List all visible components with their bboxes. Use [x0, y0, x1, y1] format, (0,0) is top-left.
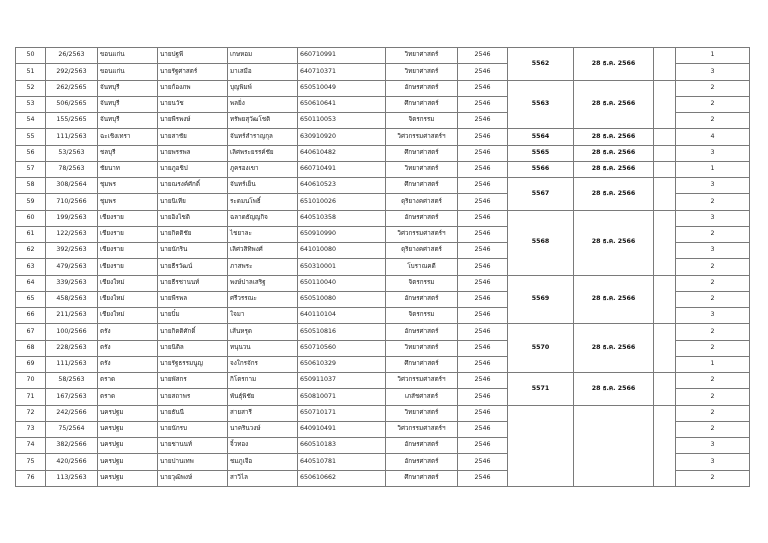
faculty-cell: อักษรศาสตร์	[386, 438, 458, 454]
birth-year-cell: 2546	[458, 210, 508, 226]
faculty-cell: ดุริยางคศาสตร์	[386, 243, 458, 259]
document-number-cell: 292/2563	[46, 64, 98, 80]
faculty-cell: วิศวกรรมศาสตร์ฯ	[386, 129, 458, 145]
document-number-cell: 710/2566	[46, 194, 98, 210]
certificate-number-cell: 5564	[508, 129, 574, 145]
last-name-cell: เลิศพระยรรค์ชัย	[228, 145, 298, 161]
blank-cell	[654, 80, 676, 129]
document-number-cell: 199/2563	[46, 210, 98, 226]
student-id-cell: 650911037	[298, 373, 386, 389]
first-name-cell: นายนวัช	[158, 96, 228, 112]
document-number-cell: 26/2563	[46, 48, 98, 64]
first-name-cell: นายวุฒิพงษ์	[158, 470, 228, 487]
first-name-cell: นายรัฐศาสตร์	[158, 64, 228, 80]
province-cell: ขอนแก่น	[98, 64, 158, 80]
faculty-cell: จิตรกรรม	[386, 113, 458, 129]
certificate-number-cell: 5562	[508, 48, 574, 81]
document-number-cell: 100/2566	[46, 324, 98, 340]
issue-date-cell: 28 ธ.ค. 2566	[574, 145, 654, 161]
row-number-cell: 54	[16, 113, 46, 129]
faculty-cell: วิทยาศาสตร์	[386, 405, 458, 421]
count-cell: 3	[676, 308, 750, 324]
count-cell: 2	[676, 421, 750, 437]
student-id-cell: 650510080	[298, 291, 386, 307]
faculty-cell: อักษรศาสตร์	[386, 454, 458, 470]
last-name-cell: ทนุนวน	[228, 340, 298, 356]
count-cell: 3	[676, 210, 750, 226]
province-cell: ขอนแก่น	[98, 48, 158, 64]
province-cell: นครปฐม	[98, 438, 158, 454]
first-name-cell: นายนิติล	[158, 340, 228, 356]
faculty-cell: วิทยาศาสตร์	[386, 161, 458, 177]
row-number-cell: 55	[16, 129, 46, 145]
last-name-cell: ศรีวรรณะ	[228, 291, 298, 307]
birth-year-cell: 2546	[458, 470, 508, 487]
certificate-number-cell: 5567	[508, 178, 574, 211]
issue-date-cell: 28 ธ.ค. 2566	[574, 161, 654, 177]
first-name-cell: นายชานนท์	[158, 438, 228, 454]
province-cell: จันทบุรี	[98, 96, 158, 112]
document-number-cell: 479/2563	[46, 259, 98, 275]
row-number-cell: 53	[16, 96, 46, 112]
first-name-cell: นายนักรบ	[158, 421, 228, 437]
table-row	[16, 161, 750, 177]
birth-year-cell: 2546	[458, 129, 508, 145]
last-name-cell: นาครินวงษ์	[228, 421, 298, 437]
birth-year-cell: 2546	[458, 308, 508, 324]
faculty-cell: ศึกษาศาสตร์	[386, 178, 458, 194]
student-id-cell: 630910920	[298, 129, 386, 145]
blank-cell	[654, 324, 676, 373]
province-cell: เชียงใหม่	[98, 291, 158, 307]
row-number-cell: 67	[16, 324, 46, 340]
province-cell: เชียงใหม่	[98, 275, 158, 291]
count-cell: 2	[676, 113, 750, 129]
row-number-cell: 63	[16, 259, 46, 275]
birth-year-cell: 2546	[458, 243, 508, 259]
certificate-number-cell: 5566	[508, 161, 574, 177]
row-number-cell: 62	[16, 243, 46, 259]
birth-year-cell: 2546	[458, 454, 508, 470]
first-name-cell: นายธีรชานนท์	[158, 275, 228, 291]
faculty-cell: วิศวกรรมศาสตร์ฯ	[386, 226, 458, 242]
first-name-cell: นายบิ๋ม	[158, 308, 228, 324]
count-cell: 2	[676, 275, 750, 291]
last-name-cell: ฉลาดธัญญกิจ	[228, 210, 298, 226]
student-id-cell: 640710371	[298, 64, 386, 80]
last-name-cell: จันทร์เย็น	[228, 178, 298, 194]
count-cell: 3	[676, 64, 750, 80]
last-name-cell: จิ้วทอง	[228, 438, 298, 454]
student-id-cell: 650110040	[298, 275, 386, 291]
document-number-cell: 211/2563	[46, 308, 98, 324]
row-number-cell: 72	[16, 405, 46, 421]
document-sheet	[15, 47, 749, 487]
last-name-cell: ภาสพระ	[228, 259, 298, 275]
count-cell: 1	[676, 48, 750, 64]
province-cell: ตรัง	[98, 340, 158, 356]
faculty-cell: โบราณคดี	[386, 259, 458, 275]
document-number-cell: 111/2563	[46, 356, 98, 372]
row-number-cell: 57	[16, 161, 46, 177]
table-row	[16, 48, 750, 64]
province-cell: ฉะเชิงเทรา	[98, 129, 158, 145]
table-row	[16, 145, 750, 161]
last-name-cell: กิโตรกาม	[228, 373, 298, 389]
document-number-cell: 228/2563	[46, 340, 98, 356]
count-cell: 2	[676, 291, 750, 307]
table-row	[16, 210, 750, 226]
student-id-cell: 650510816	[298, 324, 386, 340]
student-id-cell: 660710991	[298, 48, 386, 64]
faculty-cell: วิทยาศาสตร์	[386, 340, 458, 356]
certificate-number-cell: 5568	[508, 210, 574, 275]
province-cell: ตรัง	[98, 356, 158, 372]
document-number-cell: 242/2566	[46, 405, 98, 421]
row-number-cell: 56	[16, 145, 46, 161]
birth-year-cell: 2546	[458, 438, 508, 454]
blank-cell	[654, 373, 676, 406]
student-id-cell: 640510358	[298, 210, 386, 226]
birth-year-cell: 2546	[458, 194, 508, 210]
row-number-cell: 73	[16, 421, 46, 437]
document-number-cell: 58/2563	[46, 373, 98, 389]
document-number-cell: 506/2565	[46, 96, 98, 112]
table-row	[16, 275, 750, 291]
count-cell: 3	[676, 243, 750, 259]
table-row	[16, 178, 750, 194]
count-cell: 2	[676, 389, 750, 405]
faculty-cell: ศึกษาศาสตร์	[386, 356, 458, 372]
table-row	[16, 80, 750, 96]
count-cell: 3	[676, 178, 750, 194]
row-number-cell: 76	[16, 470, 46, 487]
last-name-cell: สายสารี	[228, 405, 298, 421]
count-cell: 2	[676, 96, 750, 112]
birth-year-cell: 2546	[458, 356, 508, 372]
first-name-cell: นายนิเทีย	[158, 194, 228, 210]
row-number-cell: 61	[16, 226, 46, 242]
row-number-cell: 66	[16, 308, 46, 324]
faculty-cell: วิศวกรรมศาสตร์ฯ	[386, 373, 458, 389]
count-cell: 2	[676, 194, 750, 210]
province-cell: ตรัง	[98, 324, 158, 340]
row-number-cell: 50	[16, 48, 46, 64]
province-cell: จันทบุรี	[98, 113, 158, 129]
first-name-cell: นายกิตติชัย	[158, 226, 228, 242]
province-cell: นครปฐม	[98, 454, 158, 470]
faculty-cell: เภสัชศาสตร์	[386, 389, 458, 405]
first-name-cell: นายสถาพร	[158, 389, 228, 405]
birth-year-cell: 2546	[458, 161, 508, 177]
province-cell: ชุมพร	[98, 194, 158, 210]
birth-year-cell: 2546	[458, 405, 508, 421]
document-number-cell: 122/2563	[46, 226, 98, 242]
first-name-cell: นายนักริน	[158, 243, 228, 259]
student-id-cell: 650510049	[298, 80, 386, 96]
birth-year-cell: 2546	[458, 96, 508, 112]
student-id-cell: 650810071	[298, 389, 386, 405]
issue-date-cell: 28 ธ.ค. 2566	[574, 324, 654, 373]
document-number-cell: 339/2563	[46, 275, 98, 291]
document-number-cell: 155/2565	[46, 113, 98, 129]
first-name-cell: นายก้องภพ	[158, 80, 228, 96]
student-id-cell: 641010080	[298, 243, 386, 259]
last-name-cell: เกษหอม	[228, 48, 298, 64]
first-name-cell: นายณรงค์ศักดิ์	[158, 178, 228, 194]
last-name-cell: ชมภูเจือ	[228, 454, 298, 470]
birth-year-cell: 2546	[458, 259, 508, 275]
last-name-cell: พลยิ่ง	[228, 96, 298, 112]
student-id-cell: 651010026	[298, 194, 386, 210]
row-number-cell: 71	[16, 389, 46, 405]
student-id-cell: 650710560	[298, 340, 386, 356]
student-id-cell: 650710171	[298, 405, 386, 421]
first-name-cell: นายปานเทพ	[158, 454, 228, 470]
blank-cell	[654, 145, 676, 161]
document-number-cell: 111/2563	[46, 129, 98, 145]
issue-date-cell: 28 ธ.ค. 2566	[574, 48, 654, 81]
blank-cell	[654, 178, 676, 211]
blank-cell	[654, 48, 676, 81]
row-number-cell: 59	[16, 194, 46, 210]
province-cell: เชียงราย	[98, 210, 158, 226]
document-number-cell: 75/2564	[46, 421, 98, 437]
faculty-cell: ศึกษาศาสตร์	[386, 96, 458, 112]
count-cell: 1	[676, 356, 750, 372]
certificate-number-cell: 5569	[508, 275, 574, 324]
issue-date-cell: 28 ธ.ค. 2566	[574, 210, 654, 275]
birth-year-cell: 2546	[458, 421, 508, 437]
birth-year-cell: 2546	[458, 64, 508, 80]
birth-year-cell: 2546	[458, 340, 508, 356]
first-name-cell: นายพีรพล	[158, 291, 228, 307]
document-number-cell: 78/2563	[46, 161, 98, 177]
document-number-cell: 458/2563	[46, 291, 98, 307]
row-number-cell: 74	[16, 438, 46, 454]
row-number-cell: 52	[16, 80, 46, 96]
certificate-number-cell: 5571	[508, 373, 574, 406]
province-cell: ชัยนาท	[98, 161, 158, 177]
document-number-cell: 392/2563	[46, 243, 98, 259]
birth-year-cell: 2546	[458, 291, 508, 307]
last-name-cell: ระดมนโพธิ์	[228, 194, 298, 210]
birth-year-cell: 2546	[458, 145, 508, 161]
last-name-cell: พันธุ์พิชัย	[228, 389, 298, 405]
faculty-cell: จิตรกรรม	[386, 308, 458, 324]
faculty-cell: อักษรศาสตร์	[386, 291, 458, 307]
issue-date-cell: 28 ธ.ค. 2566	[574, 178, 654, 211]
first-name-cell: นายรัฐธรรมนูญ	[158, 356, 228, 372]
last-name-cell: เลิศวสิทิพงศ์	[228, 243, 298, 259]
birth-year-cell: 2546	[458, 389, 508, 405]
last-name-cell: สาวิไล	[228, 470, 298, 487]
last-name-cell: พงษ์ปาลเสริฐ	[228, 275, 298, 291]
first-name-cell: นายพัสกร	[158, 373, 228, 389]
province-cell: ตราด	[98, 373, 158, 389]
first-name-cell: นายธีรวัฒน์	[158, 259, 228, 275]
count-cell: 2	[676, 405, 750, 421]
row-number-cell: 51	[16, 64, 46, 80]
faculty-cell: ดุริยางคศาสตร์	[386, 194, 458, 210]
first-name-cell: นายภูอชิป	[158, 161, 228, 177]
faculty-cell: ศึกษาศาสตร์	[386, 470, 458, 487]
issue-date-cell: 28 ธ.ค. 2566	[574, 80, 654, 129]
first-name-cell: นายปฐพี	[158, 48, 228, 64]
first-name-cell: นายธันนี	[158, 405, 228, 421]
row-number-cell: 75	[16, 454, 46, 470]
document-number-cell: 113/2563	[46, 470, 98, 487]
last-name-cell: ทรัพยสุวัฒโชติ	[228, 113, 298, 129]
province-cell: เชียงราย	[98, 226, 158, 242]
certificate-number-cell: 5570	[508, 324, 574, 373]
student-id-cell: 650910990	[298, 226, 386, 242]
faculty-cell: อักษรศาสตร์	[386, 210, 458, 226]
count-cell: 3	[676, 145, 750, 161]
birth-year-cell: 2546	[458, 48, 508, 64]
birth-year-cell: 2546	[458, 275, 508, 291]
last-name-cell: จันทร์สำราญกุล	[228, 129, 298, 145]
province-cell: นครปฐม	[98, 421, 158, 437]
last-name-cell: ใจมา	[228, 308, 298, 324]
count-cell: 2	[676, 470, 750, 487]
blank-cell	[654, 275, 676, 324]
birth-year-cell: 2546	[458, 373, 508, 389]
count-cell: 2	[676, 373, 750, 389]
count-cell: 1	[676, 161, 750, 177]
table-row	[16, 129, 750, 145]
count-cell: 2	[676, 340, 750, 356]
faculty-cell: วิทยาศาสตร์	[386, 48, 458, 64]
student-id-cell: 660510183	[298, 438, 386, 454]
student-id-cell: 640510781	[298, 454, 386, 470]
certificate-number-cell: 5565	[508, 145, 574, 161]
blank-cell	[654, 129, 676, 145]
province-cell: ชลบุรี	[98, 145, 158, 161]
birth-year-cell: 2546	[458, 113, 508, 129]
student-id-cell: 650310001	[298, 259, 386, 275]
last-name-cell: บุญพิมพ์	[228, 80, 298, 96]
student-id-cell: 650610329	[298, 356, 386, 372]
blank-cell	[654, 210, 676, 275]
province-cell: เชียงราย	[98, 243, 158, 259]
count-cell: 4	[676, 129, 750, 145]
faculty-cell: วิศวกรรมศาสตร์ฯ	[386, 421, 458, 437]
table-body	[16, 48, 750, 487]
count-cell: 3	[676, 438, 750, 454]
first-name-cell: นายอิงไชดิ	[158, 210, 228, 226]
document-number-cell: 53/2563	[46, 145, 98, 161]
first-name-cell: นายพรรพล	[158, 145, 228, 161]
province-cell: ชุมพร	[98, 178, 158, 194]
row-number-cell: 65	[16, 291, 46, 307]
blank-cell	[654, 161, 676, 177]
count-cell: 2	[676, 259, 750, 275]
document-number-cell: 420/2566	[46, 454, 98, 470]
table-row	[16, 373, 750, 389]
faculty-cell: อักษรศาสตร์	[386, 80, 458, 96]
faculty-cell: อักษรศาสตร์	[386, 324, 458, 340]
student-id-cell: 650610662	[298, 470, 386, 487]
student-id-cell: 640910491	[298, 421, 386, 437]
certificate-number-cell	[508, 405, 574, 487]
province-cell: นครปฐม	[98, 405, 158, 421]
document-number-cell: 382/2566	[46, 438, 98, 454]
faculty-cell: วิทยาศาสตร์	[386, 64, 458, 80]
student-id-cell: 640110104	[298, 308, 386, 324]
count-cell: 3	[676, 454, 750, 470]
birth-year-cell: 2546	[458, 80, 508, 96]
province-cell: จันทบุรี	[98, 80, 158, 96]
student-id-cell: 660710491	[298, 161, 386, 177]
faculty-cell: ศึกษาศาสตร์	[386, 145, 458, 161]
document-number-cell: 308/2564	[46, 178, 98, 194]
last-name-cell: จงใกรจักร	[228, 356, 298, 372]
first-name-cell: นายกิตติศักดิ์	[158, 324, 228, 340]
document-number-cell: 167/2563	[46, 389, 98, 405]
last-name-cell: ไชยาละ	[228, 226, 298, 242]
province-cell: เชียงราย	[98, 259, 158, 275]
row-number-cell: 58	[16, 178, 46, 194]
birth-year-cell: 2546	[458, 178, 508, 194]
count-cell: 2	[676, 324, 750, 340]
birth-year-cell: 2546	[458, 226, 508, 242]
row-number-cell: 64	[16, 275, 46, 291]
blank-cell	[654, 405, 676, 487]
document-number-cell: 262/2565	[46, 80, 98, 96]
certificate-number-cell: 5563	[508, 80, 574, 129]
last-name-cell: เส้นหรุด	[228, 324, 298, 340]
row-number-cell: 68	[16, 340, 46, 356]
last-name-cell: มาเสมือ	[228, 64, 298, 80]
first-name-cell: นายสาชัย	[158, 129, 228, 145]
row-number-cell: 69	[16, 356, 46, 372]
issue-date-cell: 28 ธ.ค. 2566	[574, 275, 654, 324]
table-row	[16, 405, 750, 421]
birth-year-cell: 2546	[458, 324, 508, 340]
count-cell: 2	[676, 80, 750, 96]
first-name-cell: นายพีรพงษ์	[158, 113, 228, 129]
issue-date-cell	[574, 405, 654, 487]
faculty-cell: จิตรกรรม	[386, 275, 458, 291]
registry-table	[15, 47, 750, 487]
last-name-cell: ภูครองเขา	[228, 161, 298, 177]
student-id-cell: 650110053	[298, 113, 386, 129]
student-id-cell: 640610523	[298, 178, 386, 194]
student-id-cell: 640610482	[298, 145, 386, 161]
issue-date-cell: 28 ธ.ค. 2566	[574, 129, 654, 145]
row-number-cell: 70	[16, 373, 46, 389]
student-id-cell: 650610641	[298, 96, 386, 112]
count-cell: 2	[676, 226, 750, 242]
province-cell: เชียงใหม่	[98, 308, 158, 324]
table-row	[16, 324, 750, 340]
row-number-cell: 60	[16, 210, 46, 226]
province-cell: นครปฐม	[98, 470, 158, 487]
issue-date-cell: 28 ธ.ค. 2566	[574, 373, 654, 406]
province-cell: ตราด	[98, 389, 158, 405]
